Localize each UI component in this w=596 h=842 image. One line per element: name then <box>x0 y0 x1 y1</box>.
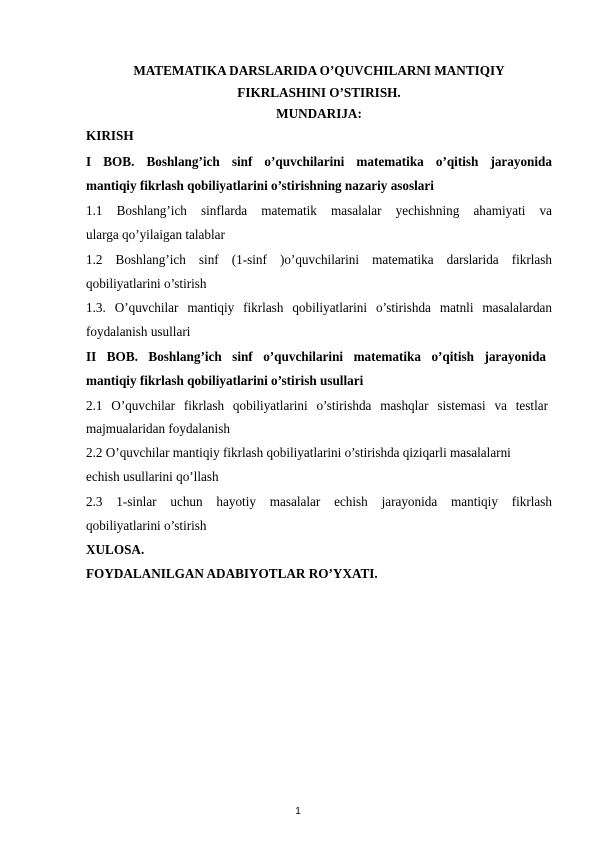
toc-section-2-2-line-2: echish usullarini qo’llash <box>86 469 219 484</box>
toc-conclusion: XULOSA. <box>86 542 145 557</box>
toc-section-2-1-line-2: majmualaridan foydalanish <box>86 421 230 436</box>
document-title-line-2: FIKRLASHINI O’STIRISH. <box>237 85 401 100</box>
toc-chapter-2-line-1: II BOB. Boshlang’ich sinf o’quvchilarini matematika o’qitish jarayonida <box>86 349 546 364</box>
toc-section-1-1-line-2: ularga qo’yilaigan talablar <box>86 227 225 242</box>
toc-chapter-1-line-1: I BOB. Boshlang’ich sinf o’quvchilarini matematika o’qitish jarayonida <box>86 154 552 169</box>
document-title-line-1: MATEMATIKA DARSLARIDA O’QUVCHILARNI MANTIQIY <box>133 63 505 78</box>
toc-section-1-3-line-2: foydalanish usullari <box>86 324 191 339</box>
toc-heading: MUNDARIJA: <box>276 106 362 121</box>
toc-intro: KIRISH <box>86 128 134 143</box>
toc-section-1-3-line-1: 1.3. O’quvchilar mantiqiy fikrlash qobiliyatlarini o’stirishda matnli masalalardan <box>86 300 552 315</box>
page-number: 1 <box>295 806 301 817</box>
toc-section-1-2-line-2: qobiliyatlarini o’stirish <box>86 276 207 291</box>
toc-section-2-2-line-1: 2.2 O’quvchilar mantiqiy fikrlash qobiliyatlarini o’stirishda qiziqarli masalalarni <box>86 445 511 460</box>
toc-references: FOYDALANILGAN ADABIYOTLAR RO’YXATI. <box>86 566 378 581</box>
toc-section-2-3-line-1: 2.3 1-sinlar uchun hayotiy masalalar echish jarayonida mantiqiy fikrlash <box>86 494 552 509</box>
toc-chapter-2-line-2: mantiqiy fikrlash qobiliyatlarini o’stirish usullari <box>86 373 364 388</box>
toc-section-2-1-line-1: 2.1 O’quvchilar fikrlash qobiliyatlarini o’stirishda mashqlar sistemasi va testlar <box>86 398 548 413</box>
toc-section-1-1-line-1: 1.1 Boshlang’ich sinflarda matematik masalalar yechishning ahamiyati va <box>86 203 552 218</box>
toc-section-1-2-line-1: 1.2 Boshlang’ich sinf (1-sinf )o’quvchilarini matematika darslarida fikrlash <box>86 252 552 267</box>
toc-chapter-1-line-2: mantiqiy fikrlash qobiliyatlarini o’stirishning nazariy asoslari <box>86 178 434 193</box>
toc-section-2-3-line-2: qobiliyatlarini o’stirish <box>86 518 207 533</box>
